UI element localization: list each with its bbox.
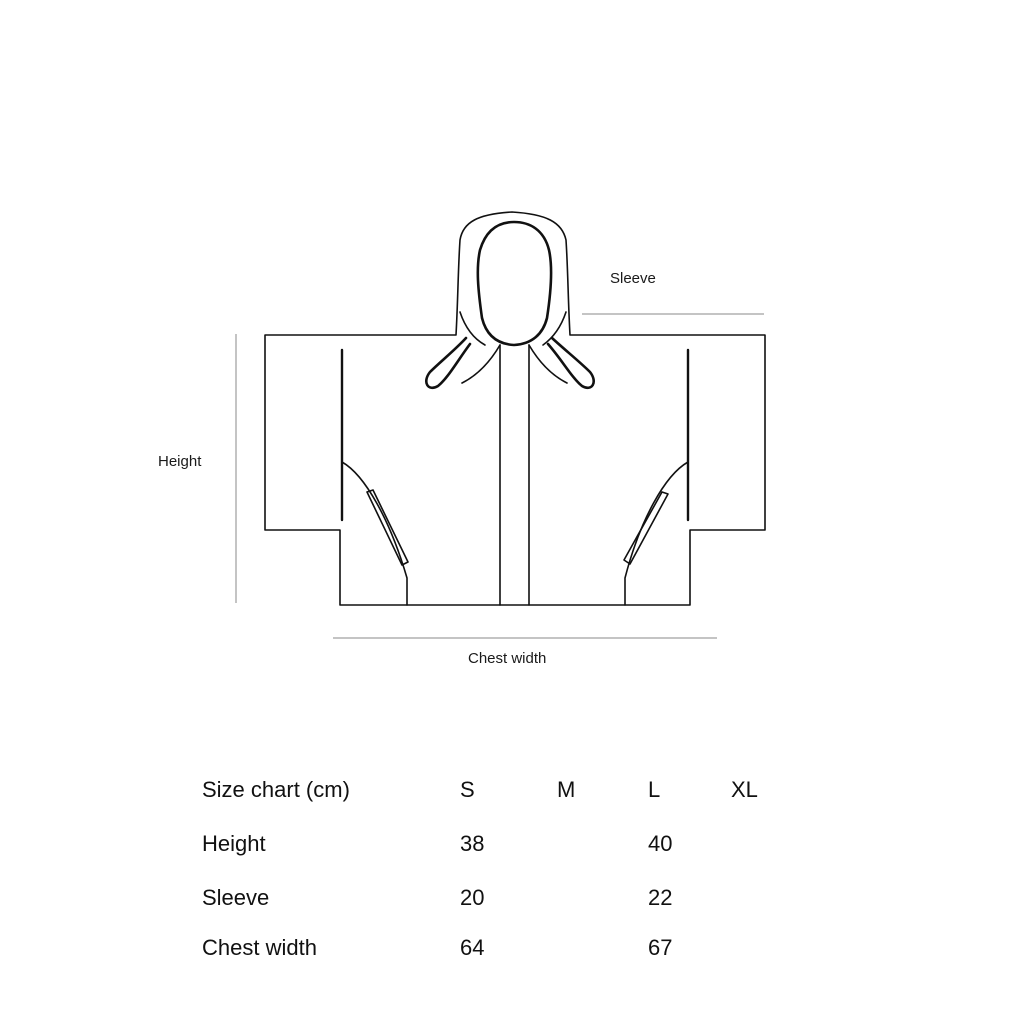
hood-face-opening [478, 222, 551, 345]
pocket-right [625, 462, 688, 605]
size-chart-title: Size chart (cm) [202, 777, 350, 802]
pocket-left [342, 462, 407, 605]
chest-width-value-l: 67 [648, 935, 673, 960]
height-value-s: 38 [460, 831, 485, 856]
pocket-flap-right [624, 492, 668, 564]
size-header-xl: XL [731, 777, 758, 802]
pocket-flap-left [367, 490, 408, 565]
height-value-l: 40 [648, 831, 673, 856]
size-header-s: S [460, 777, 475, 802]
height-label: Height [158, 453, 202, 470]
drawstring-right [548, 338, 594, 388]
row-label-chest-width: Chest width [202, 935, 317, 960]
sleeve-value-s: 20 [460, 885, 485, 910]
neckline-right [529, 345, 567, 383]
drawstring-left [426, 338, 470, 388]
hoodie-outline [265, 212, 765, 605]
zipper-placket [500, 345, 529, 605]
sleeve-value-l: 22 [648, 885, 673, 910]
row-label-sleeve: Sleeve [202, 885, 270, 910]
neckline-left [462, 345, 500, 383]
body-silhouette [265, 212, 765, 605]
chest-width-value-s: 64 [460, 935, 485, 960]
size-header-l: L [648, 777, 661, 802]
size-header-m: M [557, 777, 576, 802]
row-label-height: Height [202, 831, 266, 856]
size-chart-table [202, 770, 802, 970]
sleeve-label: Sleeve [610, 270, 656, 287]
chest-width-label: Chest width [468, 650, 547, 667]
